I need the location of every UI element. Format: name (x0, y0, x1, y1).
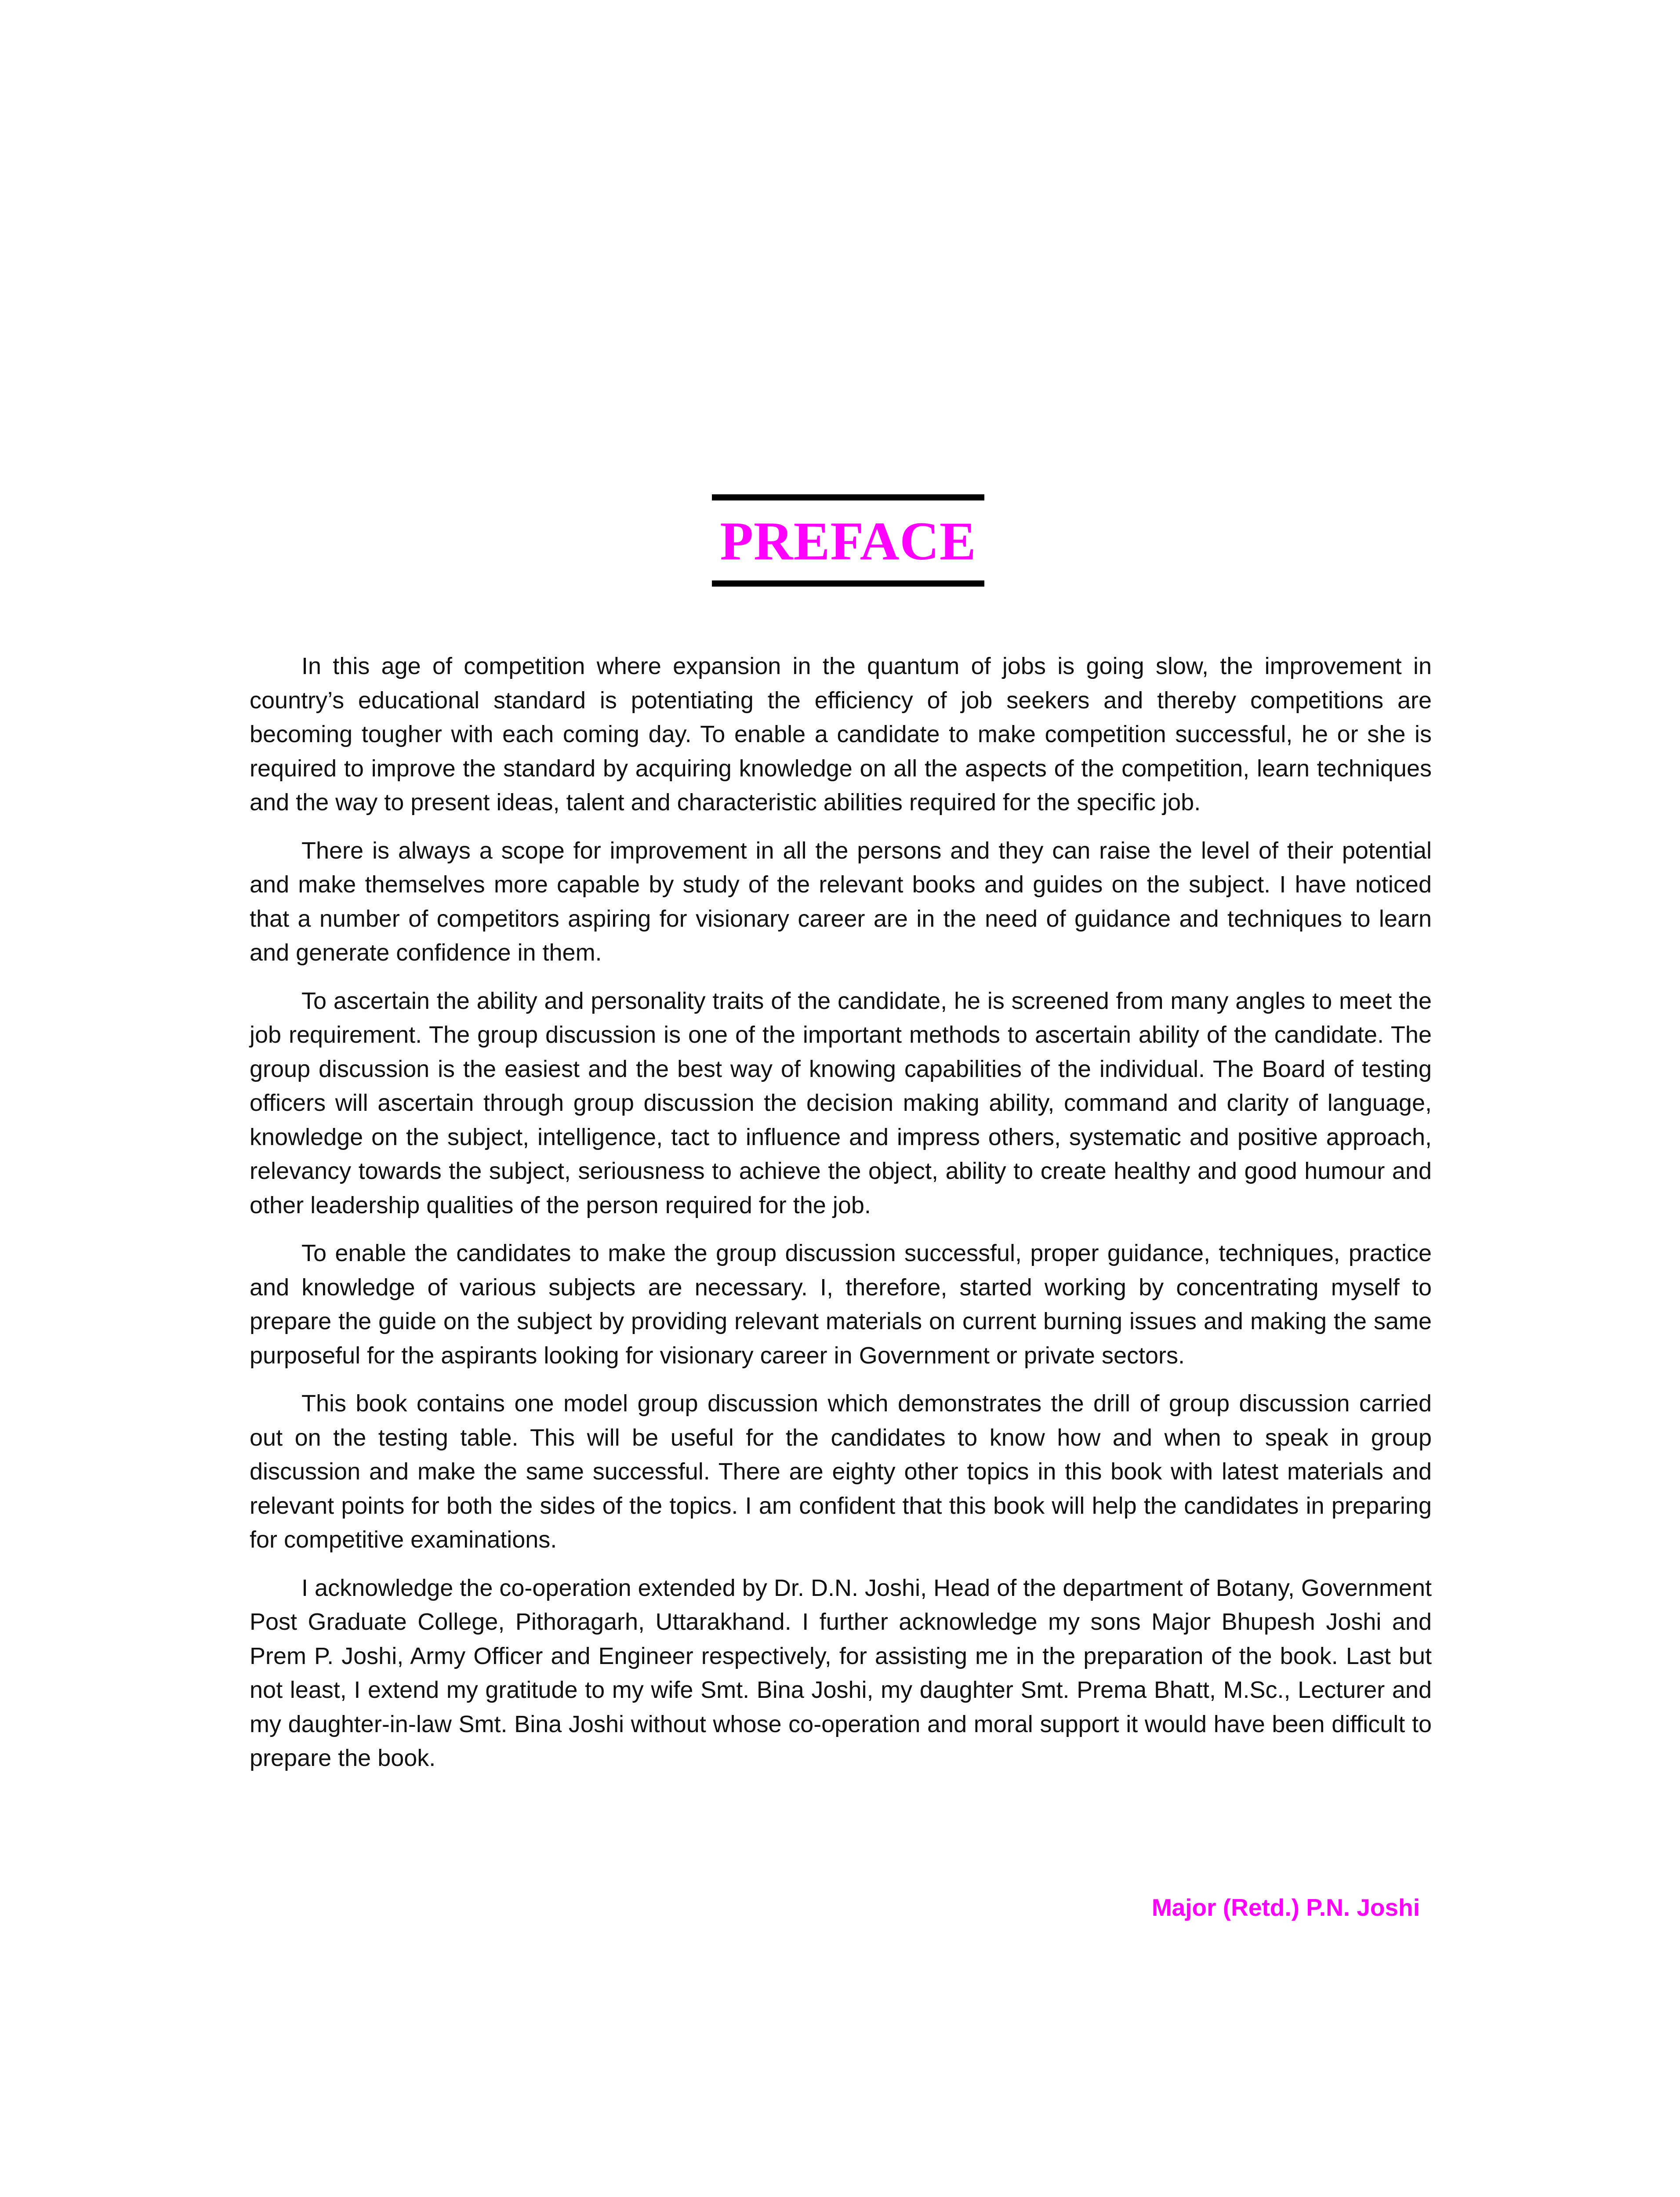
paragraph-2: There is always a scope for improvement in all the persons and they can raise the level of their potential and make themselves more capable by study of the relevant books and guides on the subject. I have noticed that a number of competitors aspiring for visionary career are in the need of guidance and techniques to learn and generate confidence in them. (250, 837, 1432, 966)
title-top-rule (712, 494, 984, 500)
preface-body (250, 649, 1432, 1790)
title-block (712, 494, 984, 589)
page-title: PREFACE (720, 511, 976, 571)
paragraph-4: To enable the candidates to make the group discussion successful, proper guidance, techniques, practice and knowledge of various subjects are necessary. I, therefore, started working by concentrating myself to prepare the guide on the subject by providing relevant materials on current burning issues and making the same purposeful for the aspirants looking for visionary career in Government or private sectors. (250, 1240, 1432, 1369)
title-bottom-rule (712, 580, 984, 587)
paragraph-1: In this age of competition where expansion in the quantum of jobs is going slow, the improvement in country’s educational standard is potentiating the efficiency of job seekers and thereby competitions are becoming tougher with each coming day. To enable a candidate to make competition successful, he or she is required to improve the standard by acquiring knowledge on all the aspects of the competition, learn techniques and the way to present ideas, talent and characteristic abilities required for the specific job. (250, 653, 1432, 816)
paragraph-6: I acknowledge the co-operation extended by Dr. D.N. Joshi, Head of the department of Botany, Government Post Graduate College, Pithoragarh, Uttarakhand. I further acknowledge my sons Major Bhupesh Joshi and Prem P. Joshi, Army Officer and Engineer respectively, for assisting me in the preparation of the book. Last but not least, I extend my gratitude to my wife Smt. Bina Joshi, my daughter Smt. Prema Bhatt, M.Sc., Lecturer and my daughter-in-law Smt. Bina Joshi without whose co-operation and moral support it would have been difficult to prepare the book. (250, 1574, 1432, 1771)
author-signature: Major (Retd.) P.N. Joshi (1151, 1894, 1420, 1921)
paragraph-5: This book contains one model group discussion which demonstrates the drill of group discussion carried out on the testing table. This will be useful for the candidates to know how and when to speak in group discussion and make the same successful. There are eighty other topics in this book with latest materials and relevant points for both the sides of the topics. I am confident that this book will help the candidates in preparing for competitive examinations. (250, 1390, 1432, 1553)
paragraph-3: To ascertain the ability and personality traits of the candidate, he is screened from many angles to meet the job requirement. The group discussion is one of the important methods to ascertain ability of the candidate. The group discussion is the easiest and the best way of knowing capabilities of the individual. The Board of testing officers will ascertain through group discussion the decision making ability, command and clarity of language, knowledge on the subject, intelligence, tact to influence and impress others, systematic and positive approach, relevancy towards the subject, seriousness to achieve the object, ability to create healthy and good humour and other leadership qualities of the person required for the job. (250, 987, 1432, 1218)
